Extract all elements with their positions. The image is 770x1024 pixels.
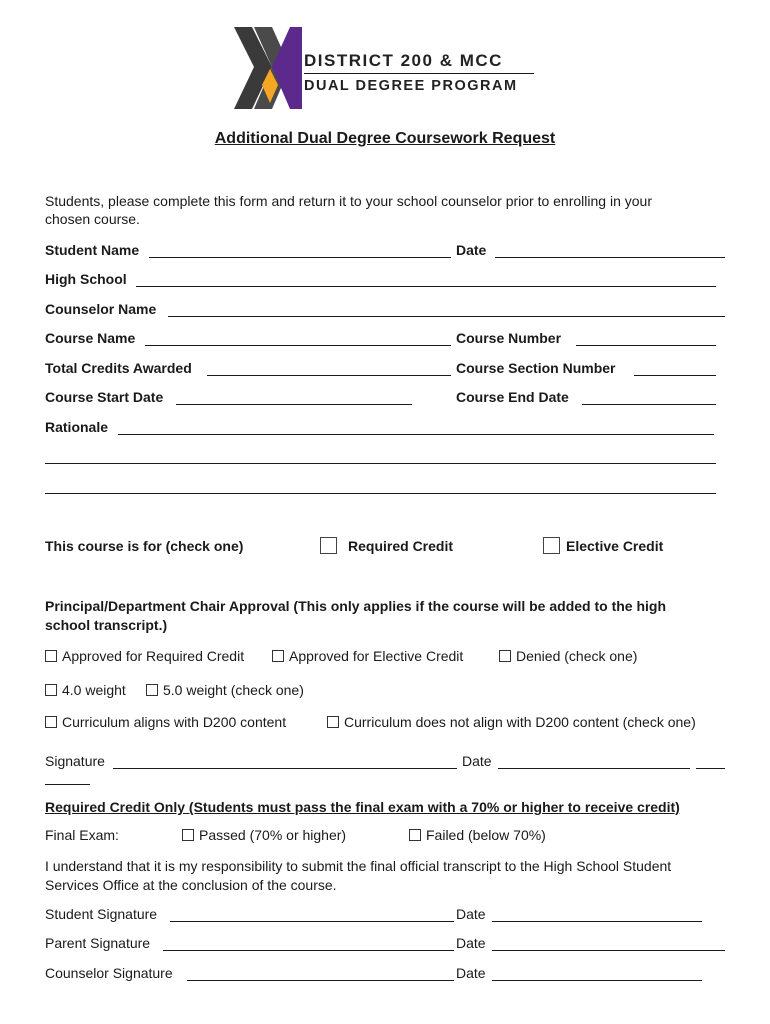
weight-4-option[interactable] — [45, 682, 126, 698]
form-title: Additional Dual Degree Coursework Request — [214, 130, 556, 147]
required-credit-checkbox[interactable] — [320, 537, 337, 554]
checkbox-icon[interactable] — [45, 684, 57, 696]
district-logo — [232, 25, 542, 111]
elective-credit-label: Elective Credit — [566, 538, 664, 554]
approval-date-field[interactable] — [498, 768, 690, 769]
x-logo-mark — [232, 25, 304, 111]
student-name-field[interactable] — [149, 257, 451, 258]
logo-line2: DUAL DEGREE PROGRAM — [304, 78, 518, 94]
approved-elective-label: Approved for Elective Credit — [289, 648, 464, 664]
student-signature-label: Student Signature — [45, 906, 158, 922]
required-only-heading: Required Credit Only (Students must pass the final exam with a 70% or higher to receive credit) — [45, 799, 680, 815]
student-signature-date-label: Date — [456, 906, 486, 922]
logo-line1: DISTRICT 200 & MCC — [304, 51, 503, 70]
parent-signature-date-field[interactable] — [492, 950, 725, 951]
weight-5-label: 5.0 weight (check one) — [163, 682, 304, 698]
passed-option[interactable] — [182, 827, 346, 843]
high-school-label: High School — [45, 271, 127, 287]
counselor-signature-date-label: Date — [456, 965, 486, 981]
counselor-signature-date-field[interactable] — [492, 980, 702, 981]
course-end-label: Course End Date — [456, 389, 569, 405]
denied-label: Denied (check one) — [516, 648, 638, 664]
required-credit-label: Required Credit — [348, 538, 454, 554]
approved-required-option[interactable] — [45, 648, 244, 664]
curriculum-not-aligns-label: Curriculum does not align with D200 content (check one) — [344, 714, 696, 730]
denied-option[interactable] — [499, 648, 637, 664]
elective-credit-checkbox[interactable] — [543, 537, 560, 554]
weight-4-label: 4.0 weight — [62, 682, 126, 698]
parent-signature-date-label: Date — [456, 935, 486, 951]
counselor-name-label: Counselor Name — [45, 301, 157, 317]
checkbox-icon[interactable] — [146, 684, 158, 696]
course-number-label: Course Number — [456, 330, 562, 346]
course-section-label: Course Section Number — [456, 360, 616, 376]
intro-line1: Students, please complete this form and return it to your school counselor prior to enrolling in your — [45, 193, 652, 209]
statement-line2: Services Office at the conclusion of the course. — [45, 877, 337, 893]
final-exam-label: Final Exam: — [45, 827, 119, 843]
checkbox-icon[interactable] — [499, 650, 511, 662]
course-name-label: Course Name — [45, 330, 136, 346]
passed-label: Passed (70% or higher) — [199, 827, 347, 843]
statement-line1: I understand that it is my responsibility to submit the final official transcript to the High School Student — [45, 858, 672, 874]
counselor-signature-label: Counselor Signature — [45, 965, 173, 981]
failed-label: Failed (below 70%) — [426, 827, 546, 843]
date-field[interactable] — [495, 257, 725, 258]
approval-heading-line2: school transcript.) — [45, 617, 168, 633]
total-credits-label: Total Credits Awarded — [45, 360, 192, 376]
total-credits-field[interactable] — [207, 375, 451, 376]
credit-type-label: This course is for (check one) — [45, 538, 244, 554]
approval-date-field-extra[interactable] — [696, 768, 725, 769]
student-signature-date-field[interactable] — [492, 921, 702, 922]
intro-line2: chosen course. — [45, 211, 140, 227]
checkbox-icon[interactable] — [45, 716, 57, 728]
course-section-field[interactable] — [634, 375, 716, 376]
approval-date-field-wrap[interactable] — [45, 784, 90, 785]
checkbox-icon[interactable] — [182, 829, 194, 841]
approval-date-label: Date — [462, 753, 492, 769]
curriculum-aligns-label: Curriculum aligns with D200 content — [62, 714, 287, 730]
course-number-field[interactable] — [576, 345, 716, 346]
student-signature-field[interactable] — [170, 921, 454, 922]
approval-signature-field[interactable] — [113, 768, 457, 769]
rationale-field-line3[interactable] — [45, 493, 716, 494]
rationale-field-line2[interactable] — [45, 463, 716, 464]
approval-signature-label: Signature — [45, 753, 105, 769]
counselor-signature-field[interactable] — [187, 980, 454, 981]
checkbox-icon[interactable] — [45, 650, 57, 662]
parent-signature-field[interactable] — [163, 950, 454, 951]
checkbox-icon[interactable] — [409, 829, 421, 841]
course-name-field[interactable] — [145, 345, 451, 346]
student-name-label: Student Name — [45, 242, 140, 258]
date-label: Date — [456, 242, 487, 258]
course-start-label: Course Start Date — [45, 389, 164, 405]
curriculum-not-aligns-option[interactable] — [327, 714, 696, 730]
approval-heading-line1: Principal/Department Chair Approval (This only applies if the course will be added to the high — [45, 598, 667, 614]
weight-5-option[interactable] — [146, 682, 304, 698]
approved-elective-option[interactable] — [272, 648, 463, 664]
checkbox-icon[interactable] — [327, 716, 339, 728]
course-end-field[interactable] — [582, 404, 716, 405]
counselor-name-field[interactable] — [168, 316, 725, 317]
checkbox-icon[interactable] — [272, 650, 284, 662]
high-school-field[interactable] — [136, 286, 716, 287]
parent-signature-label: Parent Signature — [45, 935, 151, 951]
rationale-field-line1[interactable] — [118, 434, 714, 435]
failed-option[interactable] — [409, 827, 546, 843]
course-start-field[interactable] — [176, 404, 412, 405]
rationale-label: Rationale — [45, 419, 109, 435]
curriculum-aligns-option[interactable] — [45, 714, 286, 730]
logo-divider — [304, 73, 534, 74]
approved-required-label: Approved for Required Credit — [62, 648, 245, 664]
